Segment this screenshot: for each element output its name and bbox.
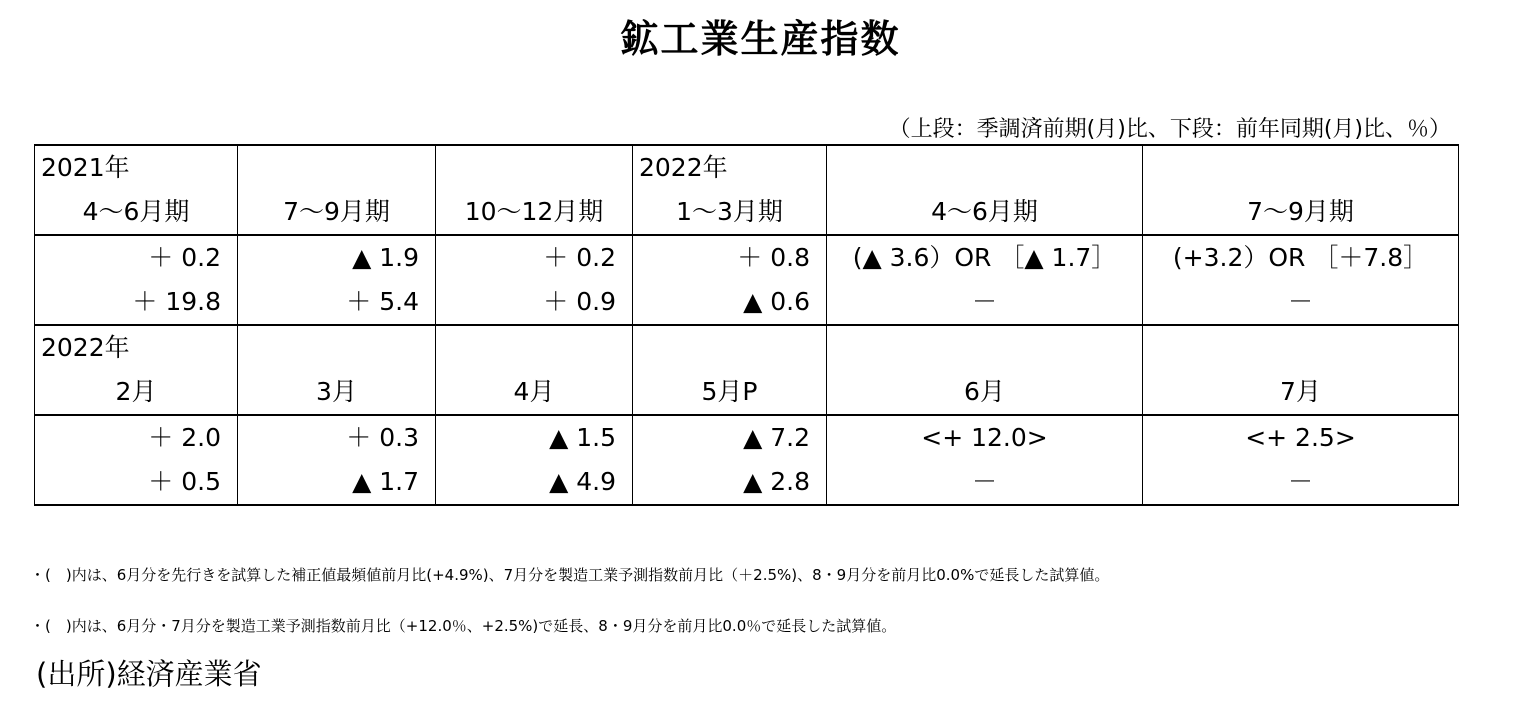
year-label (1143, 145, 1459, 190)
year-label: 2022年 (35, 325, 238, 370)
value-cell: ＋ 5.4 (238, 280, 436, 325)
value-cell: ＋ 0.9 (436, 280, 633, 325)
period-header: 7～9月期 (238, 190, 436, 235)
year-label (827, 325, 1143, 370)
index-table (34, 144, 1459, 506)
value-cell: (▲ 3.6）OR ［▲ 1.7］ (827, 235, 1143, 280)
value-cell: (+3.2）OR ［＋7.8］ (1143, 235, 1459, 280)
value-cell: ▲ 7.2 (633, 415, 827, 460)
value-cell: ＋ 2.0 (35, 415, 238, 460)
page-title: 鉱工業生産指数 (620, 17, 901, 61)
value-cell: － (827, 460, 1143, 505)
quarterly-yoy-row (35, 280, 1459, 325)
year-label (633, 325, 827, 370)
monthly-mom-row (35, 415, 1459, 460)
year-label (436, 325, 633, 370)
value-cell: － (1143, 460, 1459, 505)
value-cell: ▲ 1.5 (436, 415, 633, 460)
quarterly-period-row (35, 190, 1459, 235)
year-label (827, 145, 1143, 190)
period-header: 7月 (1143, 370, 1459, 415)
value-cell: ▲ 0.6 (633, 280, 827, 325)
value-cell: ＋ 0.8 (633, 235, 827, 280)
period-header: 4月 (436, 370, 633, 415)
year-label: 2022年 (633, 145, 827, 190)
year-label (238, 145, 436, 190)
period-header: 5月P (633, 370, 827, 415)
source-note: (出所)経済産業省 (36, 657, 262, 691)
value-cell: － (1143, 280, 1459, 325)
value-cell: ＋ 0.3 (238, 415, 436, 460)
value-cell: － (827, 280, 1143, 325)
year-label (1143, 325, 1459, 370)
period-header: 4～6月期 (827, 190, 1143, 235)
monthly-period-row (35, 370, 1459, 415)
year-label: 2021年 (35, 145, 238, 190)
quarterly-qoq-row (35, 235, 1459, 280)
value-cell: ▲ 1.7 (238, 460, 436, 505)
year-label (436, 145, 633, 190)
value-cell: ＋ 0.5 (35, 460, 238, 505)
footnote: ・( )内は、6月分・7月分を製造工業予測指数前月比（+12.0％、+2.5%)で延長、8・9月分を前月比0.0％で延長した試算値。 (30, 617, 897, 635)
monthly-yoy-row (35, 460, 1459, 505)
value-cell: ▲ 4.9 (436, 460, 633, 505)
value-cell: <+ 12.0> (827, 415, 1143, 460)
value-cell: <+ 2.5> (1143, 415, 1459, 460)
period-header: 10～12月期 (436, 190, 633, 235)
unit-note: （上段：季調済前期(月)比、下段：前年同期(月)比、％） (888, 117, 1451, 142)
year-label (238, 325, 436, 370)
period-header: 1～3月期 (633, 190, 827, 235)
value-cell: ▲ 1.9 (238, 235, 436, 280)
footnote: ・( )内は、6月分を先行きを試算した補正値最頻値前月比(+4.9%)、7月分を製造工業予測指数前月比（＋2.5%)、8・9月分を前月比0.0%で延長した試算値。 (30, 566, 1110, 584)
value-cell: ＋ 19.8 (35, 280, 238, 325)
monthly-year-row (35, 325, 1459, 370)
value-cell: ＋ 0.2 (35, 235, 238, 280)
value-cell: ＋ 0.2 (436, 235, 633, 280)
period-header: 3月 (238, 370, 436, 415)
quarterly-year-row (35, 145, 1459, 190)
period-header: 7～9月期 (1143, 190, 1459, 235)
value-cell: ▲ 2.8 (633, 460, 827, 505)
period-header: 6月 (827, 370, 1143, 415)
period-header: 4～6月期 (35, 190, 238, 235)
period-header: 2月 (35, 370, 238, 415)
